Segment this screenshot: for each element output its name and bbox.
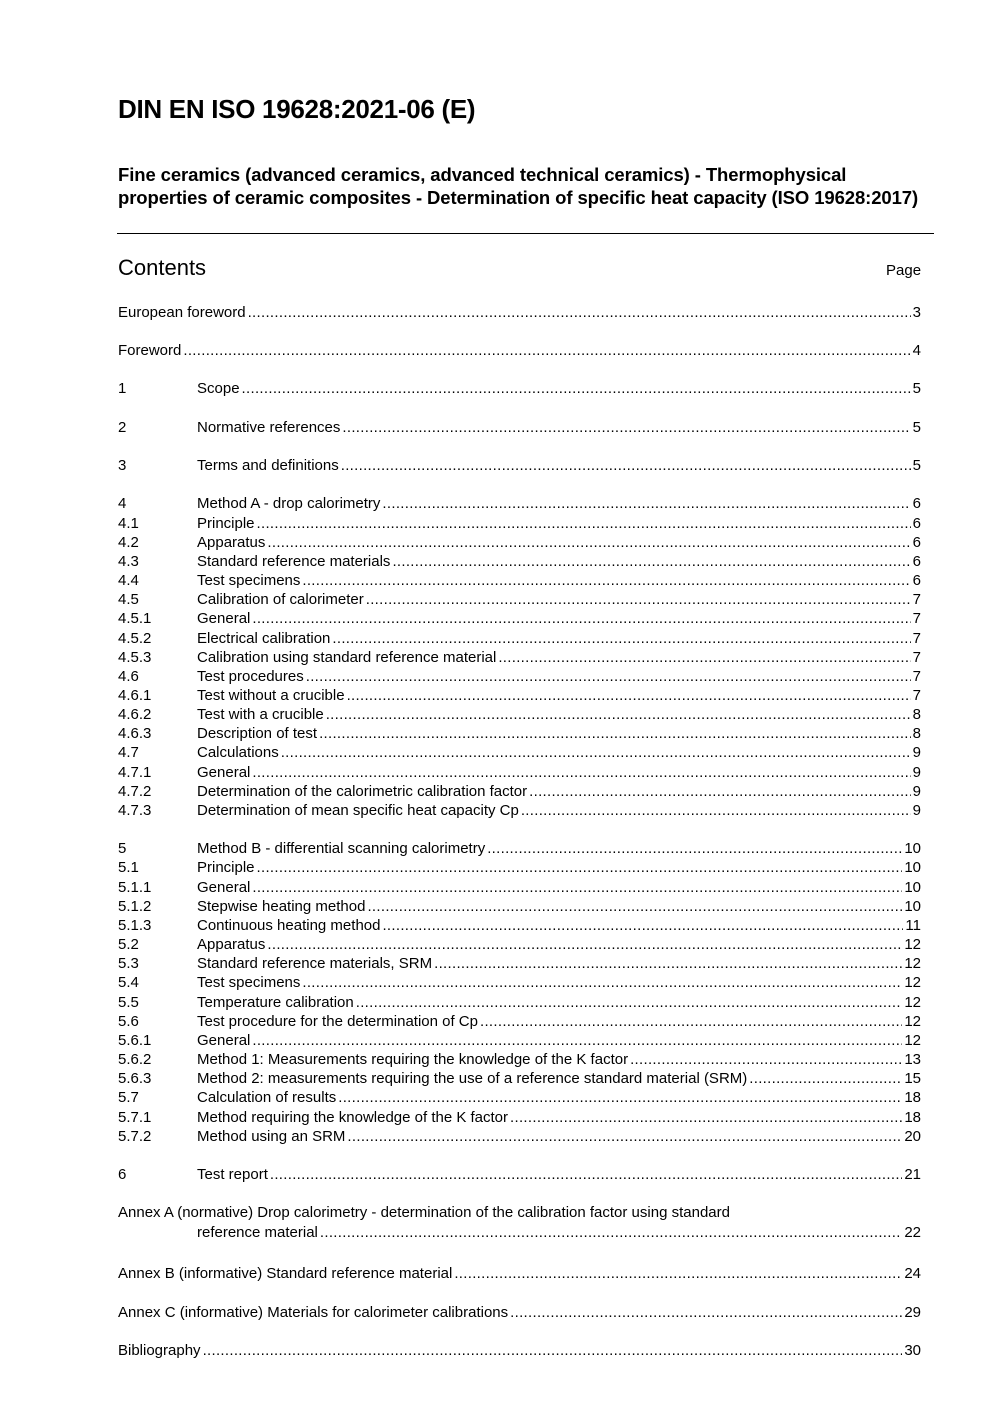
page-column-label: Page <box>886 262 922 279</box>
toc-entry[interactable] <box>118 1050 921 1069</box>
toc-entry[interactable] <box>118 763 921 782</box>
toc-entry[interactable] <box>118 1127 921 1146</box>
toc-entry-title: Test procedure for the determination of Cp <box>197 1013 478 1030</box>
toc-entry-title: Method 2: measurements requiring the use of a reference standard material (SRM) <box>197 1070 748 1087</box>
toc-entry-number: 1 <box>118 380 127 397</box>
toc-entry[interactable] <box>118 1303 921 1322</box>
toc-entry-number: 4.7.2 <box>118 783 152 800</box>
toc-entry-page: 8 <box>912 725 921 742</box>
toc-entry-title: Standard reference materials <box>197 553 391 570</box>
toc-dot-leader <box>498 648 910 667</box>
toc-entry-title: Test specimens <box>197 974 301 991</box>
toc-entry[interactable] <box>118 935 921 954</box>
toc-dot-leader <box>248 303 911 322</box>
toc-entry[interactable] <box>118 629 921 648</box>
toc-entry[interactable] <box>118 897 921 916</box>
toc-entry-number <box>118 1223 197 1242</box>
toc-entry-number: 6 <box>118 1166 127 1183</box>
toc-entry-page: 24 <box>904 1265 921 1282</box>
toc-dot-leader <box>332 629 910 648</box>
toc-entry-number: 4.7.3 <box>118 802 152 819</box>
toc-entry-page: 5 <box>912 419 921 436</box>
toc-dot-leader <box>257 514 911 533</box>
toc-entry-title: Test without a crucible <box>197 687 345 704</box>
toc-entry[interactable] <box>118 303 921 322</box>
toc-entry-number: 5.3 <box>118 955 139 972</box>
toc-entry-title: Determination of the calorimetric calibration factor <box>197 783 528 800</box>
toc-dot-leader <box>510 1303 902 1322</box>
toc-entry-page: 12 <box>904 974 921 991</box>
toc-entry[interactable] <box>118 1108 921 1127</box>
toc-entry-title: Foreword <box>118 342 182 359</box>
toc-dot-leader <box>257 858 903 877</box>
toc-dot-leader <box>487 839 902 858</box>
toc-entry-number: 4.7.1 <box>118 764 152 781</box>
contents-heading: Contents <box>118 255 207 280</box>
toc-entry[interactable] <box>118 1264 921 1283</box>
toc-dot-leader <box>749 1069 902 1088</box>
toc-entry-title: European foreword <box>118 304 246 321</box>
toc-entry-number: 5.1 <box>118 859 139 876</box>
toc-entry-number: 5.7.2 <box>118 1128 152 1145</box>
toc-entry-page: 7 <box>912 591 921 608</box>
toc-dot-leader <box>367 897 902 916</box>
toc-entry-page: 13 <box>904 1051 921 1068</box>
standard-identifier: DIN EN ISO 19628:2021-06 (E) <box>118 94 476 124</box>
toc-entry-page: 30 <box>904 1342 921 1359</box>
toc-entry-number: 4.7 <box>118 744 139 761</box>
toc-entry[interactable] <box>118 456 921 475</box>
toc-entry-title: Calibration using standard reference material <box>197 649 497 666</box>
toc-entry-page: 21 <box>904 1166 921 1183</box>
toc-dot-leader <box>267 533 910 552</box>
toc-entry-number: 4.3 <box>118 553 139 570</box>
toc-dot-leader <box>306 667 911 686</box>
toc-entry-title: Method A - drop calorimetry <box>197 495 381 512</box>
toc-entry-number: 5 <box>118 840 127 857</box>
toc-entry-page: 10 <box>904 879 921 896</box>
document-title: Fine ceramics (advanced ceramics, advanced technical ceramics) - Thermophysical properties of ceramic composites - Determination of specific heat capacity (ISO 19628:2017) <box>118 164 919 208</box>
toc-dot-leader <box>521 801 911 820</box>
toc-entry-page: 6 <box>912 553 921 570</box>
toc-dot-leader <box>183 341 910 360</box>
toc-entry-title: Test report <box>197 1166 268 1183</box>
toc-entry[interactable] <box>118 686 921 705</box>
toc-entry-title: Test specimens <box>197 572 301 589</box>
toc-dot-leader <box>630 1050 902 1069</box>
toc-entry-title: General <box>197 879 251 896</box>
toc-entry-page: 6 <box>912 515 921 532</box>
toc-entry-title: Calibration of calorimeter <box>197 591 364 608</box>
toc-entry-page: 11 <box>905 917 921 934</box>
toc-dot-leader <box>302 571 910 590</box>
toc-entry[interactable] <box>118 1088 921 1107</box>
toc-entry-title: General <box>197 1032 251 1049</box>
toc-entry-title: Description of test <box>197 725 318 742</box>
toc-dot-leader <box>270 1165 902 1184</box>
toc-entry[interactable] <box>118 954 921 973</box>
toc-entry-title: Test procedures <box>197 668 304 685</box>
toc-entry-number: 4.6.1 <box>118 687 152 704</box>
toc-dot-leader <box>366 590 911 609</box>
toc-entry-number: 5.6.2 <box>118 1051 152 1068</box>
toc-dot-leader <box>454 1264 902 1283</box>
toc-dot-leader <box>326 705 911 724</box>
toc-dot-leader <box>382 916 903 935</box>
toc-entry-title: General <box>197 764 251 781</box>
toc-dot-leader <box>319 724 911 743</box>
toc-entry[interactable] <box>118 1223 921 1242</box>
toc-dot-leader <box>252 763 910 782</box>
toc-entry-title: Calculation of results <box>197 1089 337 1106</box>
toc-entry-page: 29 <box>904 1304 921 1321</box>
toc-entry[interactable] <box>118 514 921 533</box>
toc-entry[interactable] <box>118 590 921 609</box>
toc-entry-number: 4.5.3 <box>118 649 152 666</box>
toc-dot-leader <box>529 782 911 801</box>
toc-dot-leader <box>480 1012 902 1031</box>
toc-entry-page: 9 <box>912 802 921 819</box>
toc-entry[interactable] <box>118 782 921 801</box>
toc-entry[interactable] <box>118 609 921 628</box>
toc-entry[interactable] <box>118 1165 921 1184</box>
toc-dot-leader <box>392 552 910 571</box>
toc-entry-page: 7 <box>912 668 921 685</box>
toc-entry-title: Normative references <box>197 419 341 436</box>
toc-entry-page: 7 <box>912 649 921 666</box>
toc-entry-number: 4.5 <box>118 591 139 608</box>
toc-entry-title: General <box>197 610 251 627</box>
toc-dot-leader <box>434 954 902 973</box>
toc-entry[interactable] <box>118 341 921 360</box>
toc-entry-page: 7 <box>912 610 921 627</box>
toc-entry-page: 6 <box>912 534 921 551</box>
toc-entry-title: Stepwise heating method <box>197 898 366 915</box>
toc-entry-number: 5.1.2 <box>118 898 152 915</box>
toc-entry-title: Standard reference materials, SRM <box>197 955 433 972</box>
toc-entry-page: 12 <box>904 994 921 1011</box>
toc-entry-page: 5 <box>912 380 921 397</box>
toc-entry-page: 3 <box>912 304 921 321</box>
toc-dot-leader <box>510 1108 902 1127</box>
toc-entry-number: 2 <box>118 419 127 436</box>
toc-entry-page: 10 <box>904 840 921 857</box>
toc-entry-title: reference material <box>197 1224 318 1241</box>
toc-entry-title: Apparatus <box>197 936 266 953</box>
toc-entry-title: Principle <box>197 515 255 532</box>
toc-entry[interactable] <box>118 743 921 762</box>
toc-entry-page: 7 <box>912 687 921 704</box>
toc-entry-title: Temperature calibration <box>197 994 354 1011</box>
toc-entry[interactable] <box>118 494 921 513</box>
toc-entry[interactable] <box>118 1069 921 1088</box>
annex-a-title-line: Annex A (normative) Drop calorimetry - determination of the calibration factor using standard <box>118 1204 730 1221</box>
toc-entry-page: 6 <box>912 572 921 589</box>
toc-entry[interactable] <box>118 801 921 820</box>
toc-dot-leader <box>341 456 911 475</box>
toc-entry-number: 5.2 <box>118 936 139 953</box>
toc-entry[interactable] <box>118 705 921 724</box>
toc-dot-leader <box>242 379 911 398</box>
toc-entry-number: 4.6.2 <box>118 706 152 723</box>
toc-entry[interactable] <box>118 839 921 858</box>
toc-dot-leader <box>382 494 910 513</box>
toc-entry-page: 15 <box>904 1070 921 1087</box>
toc-entry-title: Electrical calibration <box>197 630 331 647</box>
toc-dot-leader <box>281 743 911 762</box>
toc-entry-title: Method requiring the knowledge of the K factor <box>197 1109 509 1126</box>
toc-entry-number: 4.6.3 <box>118 725 152 742</box>
toc-entry-page: 12 <box>904 1032 921 1049</box>
toc-entry-page: 12 <box>904 1013 921 1030</box>
toc-entry-title: Continuous heating method <box>197 917 381 934</box>
toc-dot-leader <box>347 686 911 705</box>
toc-entry-number: 4.6 <box>118 668 139 685</box>
toc-entry[interactable] <box>118 993 921 1012</box>
toc-entry-number: 5.6.1 <box>118 1032 152 1049</box>
toc-entry[interactable] <box>118 916 921 935</box>
toc-entry[interactable] <box>118 878 921 897</box>
toc-entry-number: 4.1 <box>118 515 139 532</box>
toc-entry[interactable] <box>118 1012 921 1031</box>
toc-dot-leader <box>267 935 902 954</box>
toc-entry-page: 10 <box>904 898 921 915</box>
toc-entry-number: 4.5.2 <box>118 630 152 647</box>
toc-entry-title: Method using an SRM <box>197 1128 346 1145</box>
toc-entry[interactable] <box>118 571 921 590</box>
toc-entry[interactable] <box>118 552 921 571</box>
toc-dot-leader <box>338 1088 902 1107</box>
toc-dot-leader <box>252 1031 902 1050</box>
toc-entry[interactable] <box>118 1341 921 1360</box>
toc-entry[interactable] <box>118 533 921 552</box>
toc-entry-page: 18 <box>904 1089 921 1106</box>
toc-entry-number: 5.7 <box>118 1089 139 1106</box>
toc-entry-title: Annex B (informative) Standard reference material <box>118 1265 453 1282</box>
toc-entry-number: 5.1.3 <box>118 917 152 934</box>
toc-entry-page: 9 <box>912 783 921 800</box>
toc-entry-page: 22 <box>904 1224 921 1241</box>
toc-entry-number: 5.6 <box>118 1013 139 1030</box>
toc-entry-number: 5.6.3 <box>118 1070 152 1087</box>
toc-entry-title: Terms and definitions <box>197 457 339 474</box>
toc-entry-page: 8 <box>912 706 921 723</box>
toc-entry-page: 6 <box>912 495 921 512</box>
toc-entry-number: 3 <box>118 457 127 474</box>
toc-entry-number: 5.5 <box>118 994 139 1011</box>
toc-entry-number: 4 <box>118 495 127 512</box>
toc-entry-page: 9 <box>912 764 921 781</box>
toc-dot-leader <box>203 1341 903 1360</box>
toc-entry-page: 7 <box>912 630 921 647</box>
toc-entry-title: Bibliography <box>118 1342 201 1359</box>
toc-entry-title: Determination of mean specific heat capacity Cp <box>197 802 519 819</box>
toc-entry-title: Principle <box>197 859 255 876</box>
toc-entry[interactable] <box>118 648 921 667</box>
toc-entry-page: 12 <box>904 936 921 953</box>
toc-entry-title: Test with a crucible <box>197 706 324 723</box>
toc-entry[interactable] <box>118 418 921 437</box>
toc-entry-title: Apparatus <box>197 534 266 551</box>
toc-entry-title: Calculations <box>197 744 279 761</box>
toc-entry[interactable] <box>118 379 921 398</box>
toc-entry-number: 5.1.1 <box>118 879 152 896</box>
toc-entry[interactable] <box>118 858 921 877</box>
toc-entry-number: 4.4 <box>118 572 139 589</box>
toc-dot-leader <box>252 878 902 897</box>
toc-entry-number: 4.5.1 <box>118 610 152 627</box>
toc-dot-leader <box>342 418 910 437</box>
toc-entry-number: 5.7.1 <box>118 1109 152 1126</box>
toc-entry[interactable] <box>118 724 921 743</box>
toc-dot-leader <box>252 609 910 628</box>
toc-entry-page: 5 <box>912 457 921 474</box>
toc-entry-page: 10 <box>904 859 921 876</box>
toc-entry-page: 18 <box>904 1109 921 1126</box>
toc-entry[interactable] <box>118 667 921 686</box>
title-divider <box>117 233 934 234</box>
toc-dot-leader <box>356 993 903 1012</box>
toc-entry-number: 4.2 <box>118 534 139 551</box>
toc-entry-page: 12 <box>904 955 921 972</box>
toc-entry-page: 4 <box>912 342 921 359</box>
toc-entry[interactable] <box>118 1031 921 1050</box>
toc-dot-leader <box>347 1127 902 1146</box>
toc-entry-number: 5.4 <box>118 974 139 991</box>
toc-entry-title: Method 1: Measurements requiring the knowledge of the K factor <box>197 1051 629 1068</box>
toc-entry-title: Annex C (informative) Materials for calorimeter calibrations <box>118 1304 509 1321</box>
toc-entry[interactable] <box>118 973 921 992</box>
toc-entry-title: Scope <box>197 380 240 397</box>
toc-entry-title: Method B - differential scanning calorimetry <box>197 840 486 857</box>
toc-entry-page: 20 <box>904 1128 921 1145</box>
toc-entry-page: 9 <box>912 744 921 761</box>
toc-dot-leader <box>302 973 902 992</box>
toc-dot-leader <box>320 1223 902 1242</box>
